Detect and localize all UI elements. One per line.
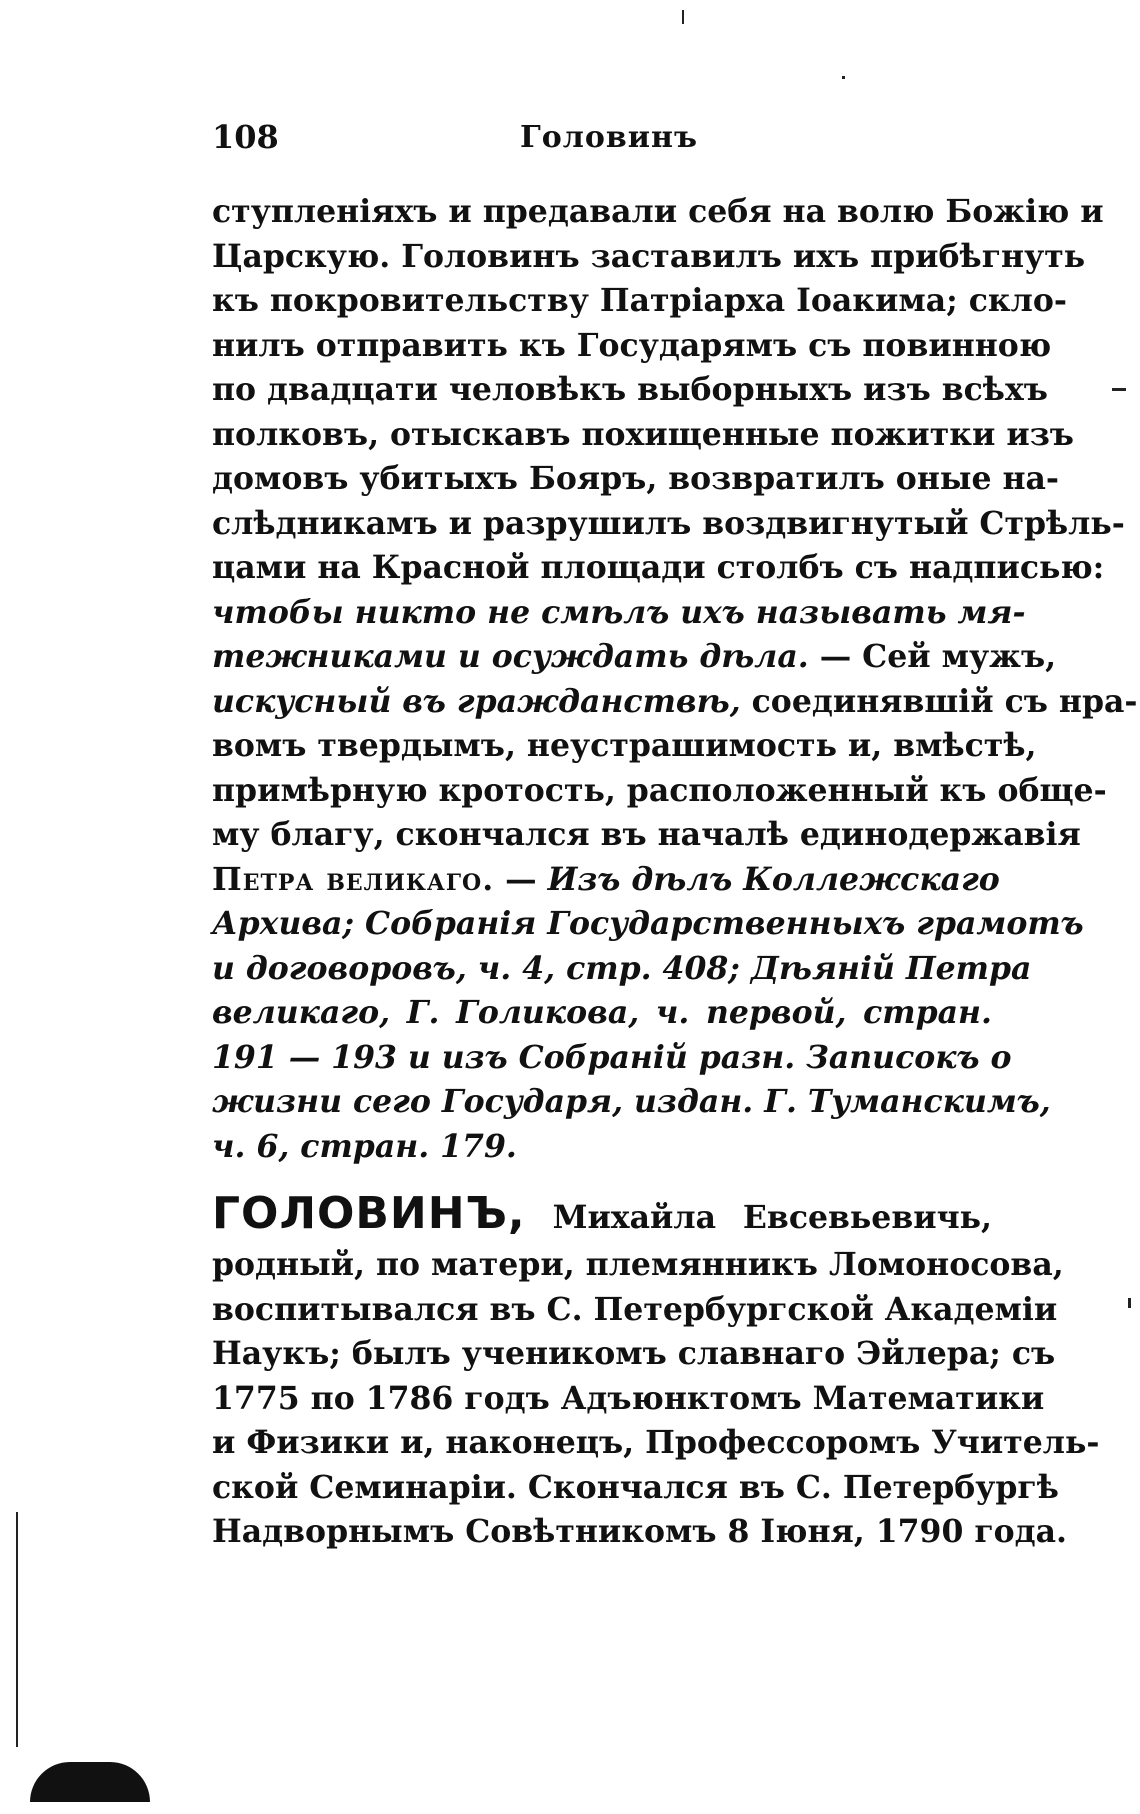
text-line: и Физики и, наконецъ, Профессоромъ Учитель- xyxy=(212,1424,1100,1461)
scan-edge-blot xyxy=(30,1762,150,1802)
text-line: къ покровительству Патріарха Іоакима; скло- xyxy=(212,282,1067,319)
text-line: цами на Красной площади столбъ съ надписью: xyxy=(212,549,1105,586)
source-citation: Изъ дѣлъ Коллежскаго xyxy=(547,860,1000,898)
text-line: полковъ, отыскавъ похищенные пожитки изъ xyxy=(212,415,1074,453)
entry-golovin-mikhail xyxy=(212,1185,1100,1555)
text-line: по двадцати человѣкъ выборныхъ изъ всѣхъ xyxy=(212,371,1048,408)
text-line: ступленіяхъ и предавали себя на волю Божію и xyxy=(212,193,1104,230)
scan-speck xyxy=(1112,388,1126,391)
text-fragment: — xyxy=(494,860,548,898)
text-line xyxy=(212,680,1138,725)
source-citation: Архива; Собранія Государственныхъ грамотъ xyxy=(212,905,1084,942)
running-head: Головинъ xyxy=(520,120,698,155)
entry-first-line xyxy=(212,1185,992,1243)
emphasis-text: искусный въ гражданствѣ, xyxy=(212,682,741,720)
text-line: ской Семинаріи. Скончался въ С. Петербургѣ xyxy=(212,1468,1059,1506)
source-citation: ч. 6, стран. 179. xyxy=(212,1127,517,1165)
text-line: нилъ отправить къ Государямъ съ повинною xyxy=(212,326,1052,364)
text-line xyxy=(212,635,1057,680)
text-line: домовъ убитыхъ Бояръ, возвратилъ оные на- xyxy=(212,460,1059,497)
text-line: родный, по матери, племянникъ Ломоносова, xyxy=(212,1246,1064,1283)
text-fragment: — Сей мужъ, xyxy=(808,638,1057,675)
source-citation: 191 — 193 и изъ Собраній разн. Записокъ о xyxy=(212,1038,1012,1076)
entry-continuation xyxy=(212,190,1138,1169)
source-citation: жизни сего Государя, издан. Г. Туманскимъ, xyxy=(212,1083,1051,1120)
page-number: 108 xyxy=(212,118,279,156)
text-line: слѣдникамъ и разрушилъ воздвигнутый Стрѣль- xyxy=(212,504,1125,542)
scan-speck xyxy=(1128,1298,1131,1308)
text-line: Царскую. Головинъ заставилъ ихъ прибѣгнуть xyxy=(212,237,1086,275)
text-line: вомъ твердымъ, неустрашимость и, вмѣстѣ, xyxy=(212,727,1037,764)
text-fragment: Михайла Евсевьевичь, xyxy=(525,1199,992,1236)
text-line: примѣрную кротость, расположенный къ обще- xyxy=(212,771,1107,809)
text-line: Надворнымъ Совѣтникомъ 8 Іюня, 1790 года. xyxy=(212,1513,1068,1550)
text-line: воспитывался въ С. Петербургской Академіи xyxy=(212,1290,1058,1328)
source-citation: великаго, Г. Голикова, ч. первой, стран. xyxy=(212,994,992,1031)
text-fragment: соединявшій съ нра- xyxy=(740,682,1138,720)
scan-edge-line xyxy=(16,1512,18,1747)
name-smallcaps: Петра великаго. xyxy=(212,860,495,898)
entry-headword: ГОЛОВИНЪ, xyxy=(212,1188,526,1239)
page-header xyxy=(212,118,992,168)
text-line: Наукъ; былъ ученикомъ славнаго Эйлера; съ xyxy=(212,1335,1056,1372)
inscription-quote: чтобы никто не смѣлъ ихъ называть мя- xyxy=(212,593,1026,631)
scan-speck xyxy=(842,76,845,79)
scan-speck xyxy=(682,10,684,24)
text-line: 1775 по 1786 годъ Адъюнктомъ Математики xyxy=(212,1379,1045,1417)
source-citation: и договоровъ, ч. 4, стр. 408; Дѣяній Петра xyxy=(212,949,1032,987)
inscription-quote: тежниками и осуждать дѣла. xyxy=(212,638,809,675)
text-line xyxy=(212,858,1000,903)
text-line: му благу, скончался въ началѣ единодержавія xyxy=(212,816,1081,853)
